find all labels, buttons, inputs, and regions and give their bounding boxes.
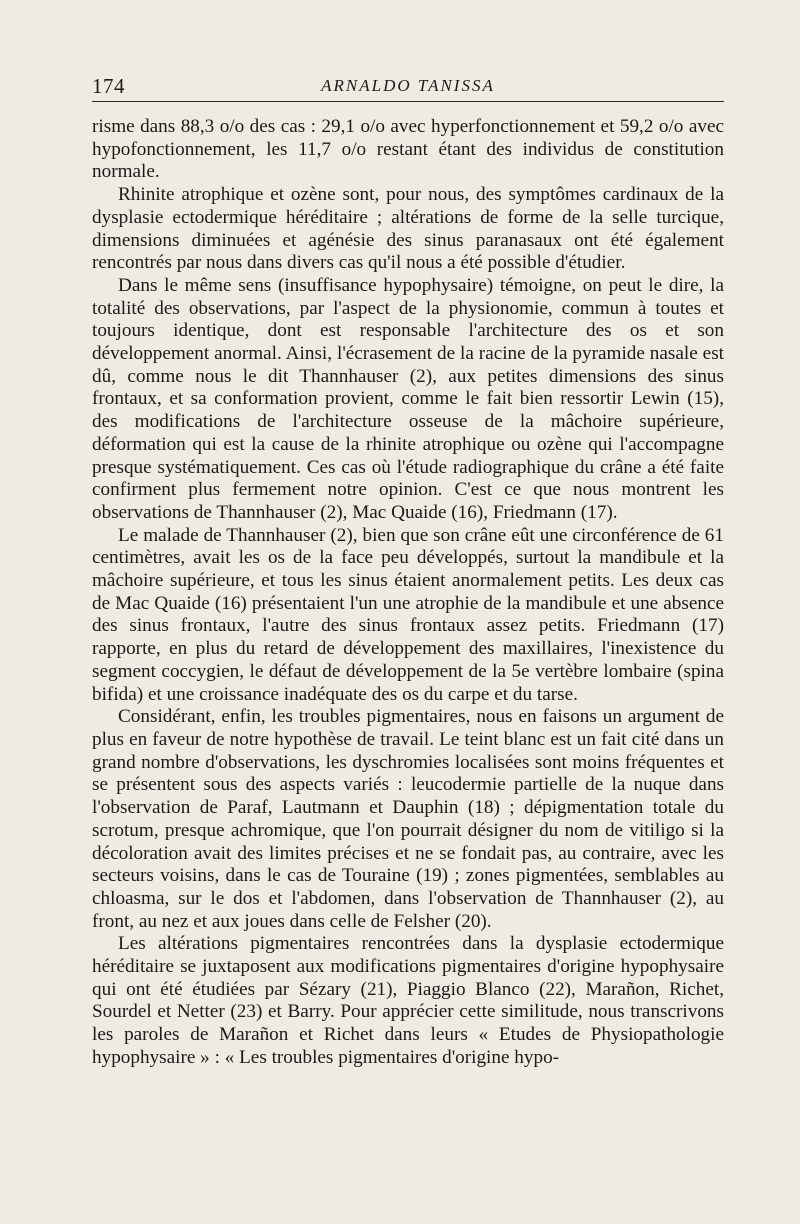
paragraph-1: risme dans 88,3 o/o des cas : 29,1 o/o avec hyperfonctionnement et 59,2 o/o avec hypofonctionnement, les 11,7 o/o restant étant des individus de constitution normale. [92, 116, 724, 183]
running-title: ARNALDO TANISSA [321, 76, 495, 95]
paragraph-4: Le malade de Thannhauser (2), bien que son crâne eût une circonférence de 61 centimètres, avait les os de la face peu développés, surtout la mandibule et la mâchoire supérieure, et tous les sinus étaient anormalement petits. Les deux cas de Mac Quaide (16) présentaient l'un une atrophie de la mandibule et une absence des sinus frontaux, l'autre des sinus frontaux assez petits. Friedmann (17) rapporte, en plus du retard de développement des maxillaires, l'inexistence du segment coccygien, le défaut de développement de la 5e vertèbre lombaire (spina bifida) et une croissance inadéquate des os du carpe et du tarse. [92, 524, 724, 705]
paragraph-2: Rhinite atrophique et ozène sont, pour nous, des symptômes cardinaux de la dysplasie ectodermique héréditaire ; altérations de forme de la selle turcique, dimensions diminuées et agénésie des sinus paranasaux ont été également rencontrés par nous dans divers cas qu'il nous a été possible d'étudier. [92, 184, 724, 274]
paragraph-6: Les altérations pigmentaires rencontrées dans la dysplasie ectodermique héréditaire se juxtaposent aux modifications pigmentaires d'origine hypophysaire qui ont été étudiées par Sézary (21), Piaggio Blanco (22), Marañon, Richet, Sourdel et Netter (23) et Barry. Pour apprécier cette similitude, nous transcrivons les paroles de Marañon et Richet dans leurs « Etudes de Physiopathologie hypophysaire » : « Les troubles pigmentaires d'origine hypo- [92, 933, 724, 1068]
page-header [92, 74, 724, 102]
header-rule [92, 101, 724, 102]
page-number: 174 [92, 74, 125, 98]
paragraph-5: Considérant, enfin, les troubles pigmentaires, nous en faisons un argument de plus en faveur de notre hypothèse de travail. Le teint blanc est un fait cité dans un grand nombre d'observations, les dyschromies localisées sont moins fréquentes et se présentent sous des aspects variés : leucodermie partielle de la nuque dans l'observation de Paraf, Lautmann et Dauphin (18) ; dépigmentation totale du scrotum, presque achromique, que l'on pourrait désigner du nom de vitiligo si la décoloration avait des limites précises et ne se fondait pas, au contraire, avec les secteurs voisins, dans le cas de Touraine (19) ; zones pigmentées, semblables au chloasma, sur le dos et l'abdomen, dans l'observation de Thannhauser (2), au front, au nez et aux joues dans celle de Felsher (20). [92, 706, 724, 932]
paragraph-3: Dans le même sens (insuffisance hypophysaire) témoigne, on peut le dire, la totalité des observations, par l'aspect de la physionomie, commun à toutes et toujours identique, dont est responsable l'architecture des os et son développement anormal. Ainsi, l'écrasement de la racine de la pyramide nasale est dû, comme nous le dit Thannhauser (2), aux petites dimensions des sinus frontaux, et sa conformation provient, comme le fait bien ressortir Lewin (15), des modifications de l'architecture osseuse de la mâchoire supérieure, déformation qui est la cause de la rhinite atrophique ou ozène qui l'accompagne presque systématiquement. Ces cas où l'étude radiographique du crâne a été faite confirment plus fermement notre opinion. C'est ce que nous montrent les observations de Thannhauser (2), Mac Quaide (16), Friedmann (17). [92, 274, 724, 523]
body-text [92, 116, 724, 1070]
